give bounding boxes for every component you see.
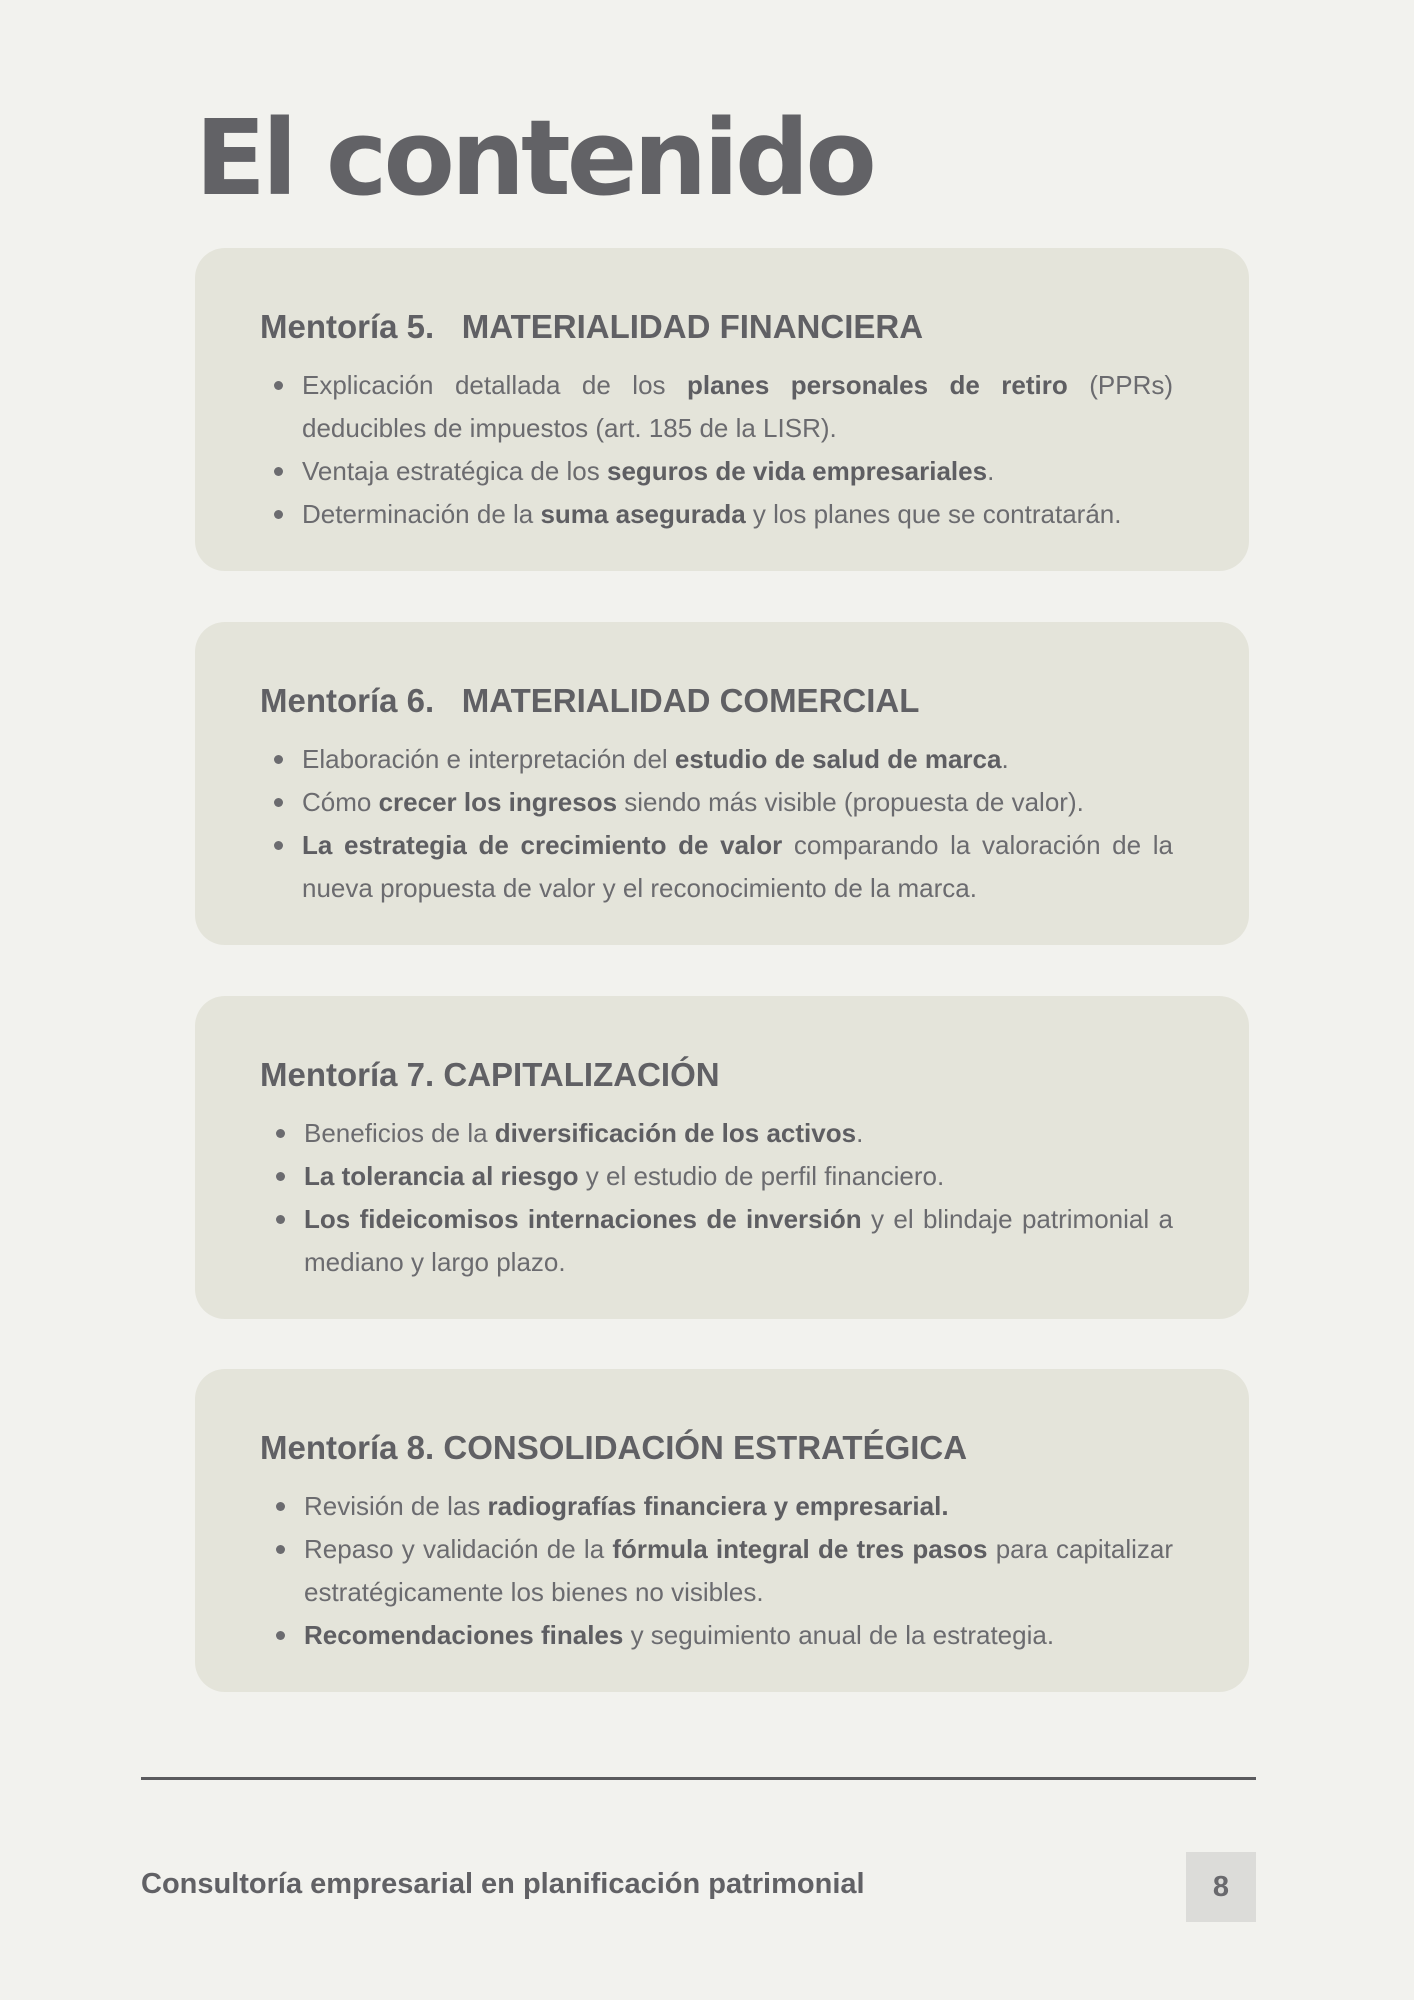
list-item: Explicación detallada de los planes personales de retiro (PPRs) deducibles de impuestos (art. 185 de la LISR). [302, 364, 1173, 450]
list-item: Los fideicomisos internaciones de inversión y el blindaje patrimonial a mediano y largo plazo. [304, 1198, 1173, 1284]
bold-text: estudio de salud de marca [674, 744, 1002, 774]
bold-text: planes personales de retiro [686, 370, 1068, 400]
mentoria-card-5 [195, 248, 1249, 571]
list-item: Recomendaciones finales y seguimiento anual de la estrategia. [304, 1614, 1173, 1657]
bold-text: fórmula integral de tres pasos [612, 1534, 988, 1564]
page-title: El contenido [195, 97, 873, 219]
bullet-list [260, 1112, 1173, 1284]
bullet-list [260, 738, 1173, 910]
bold-text: diversificación de los activos [494, 1118, 857, 1148]
card-title: Mentoría 7. CAPITALIZACIÓN [260, 1056, 720, 1093]
bold-text: suma asegurada [540, 499, 746, 529]
list-item: Cómo crecer los ingresos siendo más visible (propuesta de valor). [302, 781, 1173, 824]
page-number: 8 [1186, 1852, 1256, 1922]
bold-text: Los fideicomisos internaciones de inversión [304, 1204, 862, 1234]
bold-text: radiografías financiera y empresarial. [487, 1491, 949, 1521]
list-item: Beneficios de la diversificación de los activos. [304, 1112, 1173, 1155]
list-item: La tolerancia al riesgo y el estudio de perfil financiero. [304, 1155, 1173, 1198]
list-item: Elaboración e interpretación del estudio de salud de marca. [302, 738, 1173, 781]
mentoria-card-7 [195, 996, 1249, 1319]
list-item: Repaso y validación de la fórmula integral de tres pasos para capitalizar estratégicamente los bienes no visibles. [304, 1528, 1173, 1614]
bold-text: La estrategia de crecimiento de valor [302, 830, 783, 860]
bold-text: seguros de vida empresariales [606, 456, 988, 486]
footer-text: Consultoría empresarial en planificación patrimonial [141, 1868, 865, 1900]
bullet-list [260, 1485, 1173, 1657]
card-title: Mentoría 8. CONSOLIDACIÓN ESTRATÉGICA [260, 1429, 968, 1466]
list-item: Ventaja estratégica de los seguros de vida empresariales. [302, 450, 1173, 493]
list-item: La estrategia de crecimiento de valor comparando la valoración de la nueva propuesta de valor y el reconocimiento de la marca. [302, 824, 1173, 910]
mentoria-card-8 [195, 1369, 1249, 1692]
bold-text: Recomendaciones finales [304, 1620, 624, 1650]
list-item: Determinación de la suma asegurada y los planes que se contratarán. [302, 493, 1173, 536]
card-title: Mentoría 5. MATERIALIDAD FINANCIERA [260, 308, 924, 345]
bold-text: crecer los ingresos [378, 787, 618, 817]
mentoria-card-6 [195, 622, 1249, 945]
card-title: Mentoría 6. MATERIALIDAD COMERCIAL [260, 682, 920, 719]
list-item: Revisión de las radiografías financiera y empresarial. [304, 1485, 1173, 1528]
bullet-list [260, 364, 1173, 536]
bold-text: La tolerancia al riesgo [304, 1161, 579, 1191]
footer-divider [141, 1777, 1256, 1780]
